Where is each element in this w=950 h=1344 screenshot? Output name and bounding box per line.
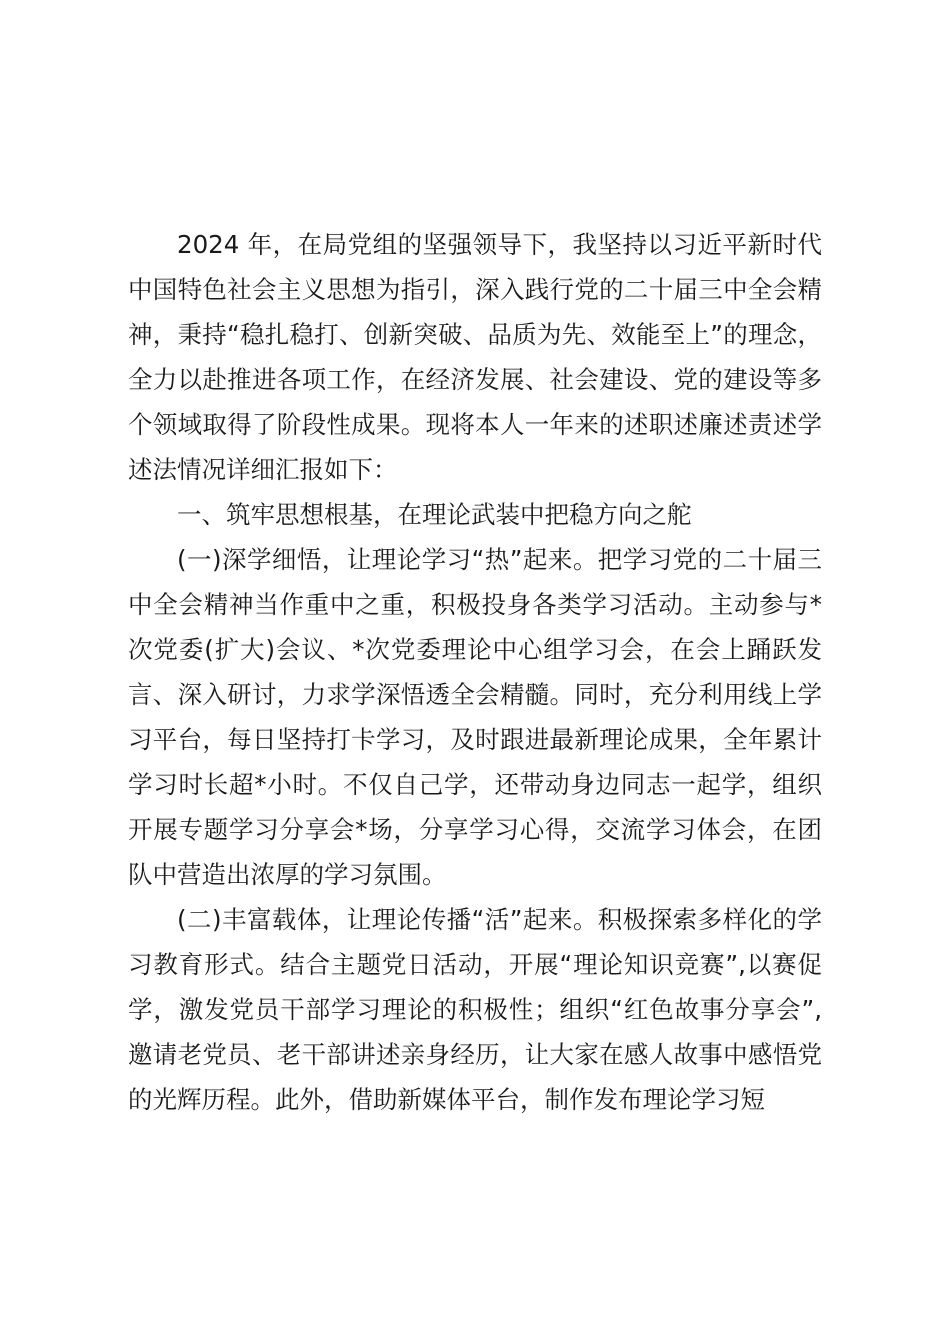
- subsection-paragraph-1: (一)深学细悟，让理论学习“热”起来。把学习党的二十届三中全会精神当作重中之重，积极投身各类学习活动。主动参与*次党委(扩大)会议、*次党委理论中心组学习会，在会上踊跃发言、深入研讨，力求学深悟透全会精髓。同时，充分利用线上学习平台，每日坚持打卡学习，及时跟进最新理论成果，全年累计学习时长超*小时。不仅自己学，还带动身边同志一起学，组织开展专题学习分享会*场，分享学习心得，交流学习体会，在团队中营造出浓厚的学习氛围。: [128, 545, 822, 889]
- subsection-paragraph-2: (二)丰富载体，让理论传播“活”起来。积极探索多样化的学习教育形式。结合主题党日活动，开展“理论知识竞赛”,以赛促学，激发党员干部学习理论的积极性；组织“红色故事分享会”,邀请老党员、老干部讲述亲身经历，让大家在感人故事中感悟党的光辉历程。此外，借助新媒体平台，制作发布理论学习短: [128, 905, 822, 1114]
- intro-paragraph: 2024 年，在局党组的坚强领导下，我坚持以习近平新时代中国特色社会主义思想为指引，深入践行党的二十届三中全会精神，秉持“稳扎稳打、创新突破、品质为先、效能至上”的理念，全力以赴推进各项工作，在经济发展、社会建设、党的建设等多个领域取得了阶段性成果。现将本人一年来的述职述廉述责述学述法情况详细汇报如下：: [128, 230, 822, 484]
- section-heading-1: 一、筑牢思想根基，在理论武装中把稳方向之舵: [177, 500, 692, 529]
- document-body: [128, 222, 822, 1122]
